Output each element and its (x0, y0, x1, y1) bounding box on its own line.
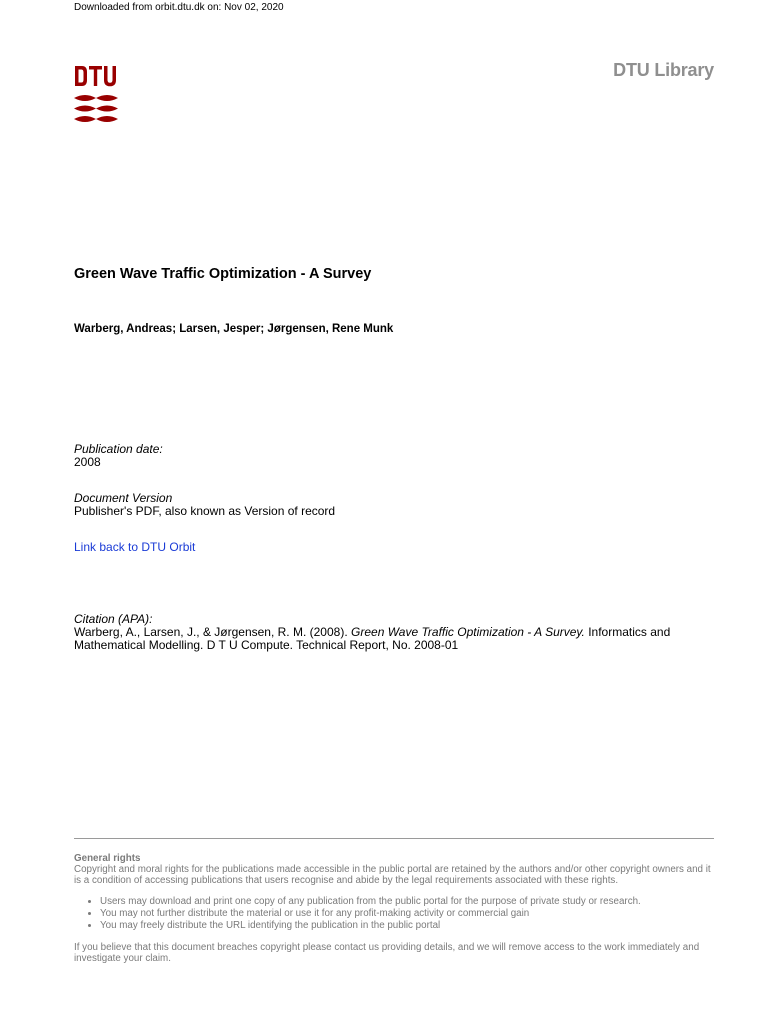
dtu-logo-letter-u (104, 66, 116, 86)
general-rights-section (74, 853, 719, 964)
publication-date-value: 2008 (74, 455, 101, 469)
rights-list (74, 896, 719, 932)
dtu-logo-wave-2 (74, 106, 118, 112)
general-rights-text: Copyright and moral rights for the publications made accessible in the public portal are retained by the authors and/or other copyright owners and it is a condition of accessing publications that users recognise and abide by the legal requirements associated with these rights. (74, 864, 711, 886)
dtu-logo-letter-d (75, 66, 87, 86)
document-version-value: Publisher's PDF, also known as Version of record (74, 504, 336, 518)
document-version-block (74, 492, 335, 518)
document-authors: Warberg, Andreas; Larsen, Jesper; Jørgensen, Rene Munk (74, 323, 394, 335)
dtu-library-label: DTU Library (613, 60, 714, 80)
citation-label: Citation (APA): (74, 612, 153, 626)
citation-suffix: Informatics and Mathematical Modelling. D T U Compute. Technical Report, No. 2008-01 (74, 625, 671, 652)
dtu-orbit-link[interactable]: Link back to DTU Orbit (74, 540, 196, 554)
dtu-logo-wave-1 (74, 95, 118, 101)
citation-prefix: Warberg, A., Larsen, J., & Jørgensen, R. M. (2008). (74, 625, 348, 639)
citation-text (74, 626, 714, 652)
general-rights-heading: General rights (74, 853, 141, 864)
rights-list-item: • You may not further distribute the material or use it for any profit-making activity or commercial gain (100, 908, 719, 920)
publication-date-block (74, 443, 163, 469)
breach-notice: If you believe that this document breaches copyright please contact us providing details, and we will remove access to the work immediately and investigate your claim. (74, 942, 700, 964)
citation-block (74, 613, 714, 652)
document-version-label: Document Version (74, 491, 173, 505)
divider-line (74, 838, 714, 839)
download-info: Downloaded from orbit.dtu.dk on: Nov 02, 2020 (74, 2, 284, 13)
publication-date-label: Publication date: (74, 442, 163, 456)
dtu-logo-letter-t (89, 66, 102, 86)
dtu-logo (74, 64, 118, 126)
document-title: Green Wave Traffic Optimization - A Survey (74, 266, 372, 282)
rights-list-item: • Users may download and print one copy of any publication from the public portal for the purpose of private study or research. (100, 896, 719, 908)
dtu-logo-wave-3 (74, 116, 118, 122)
rights-list-item: • You may freely distribute the URL identifying the publication in the public portal (100, 920, 719, 932)
citation-title: Green Wave Traffic Optimization - A Survey. (351, 625, 585, 639)
